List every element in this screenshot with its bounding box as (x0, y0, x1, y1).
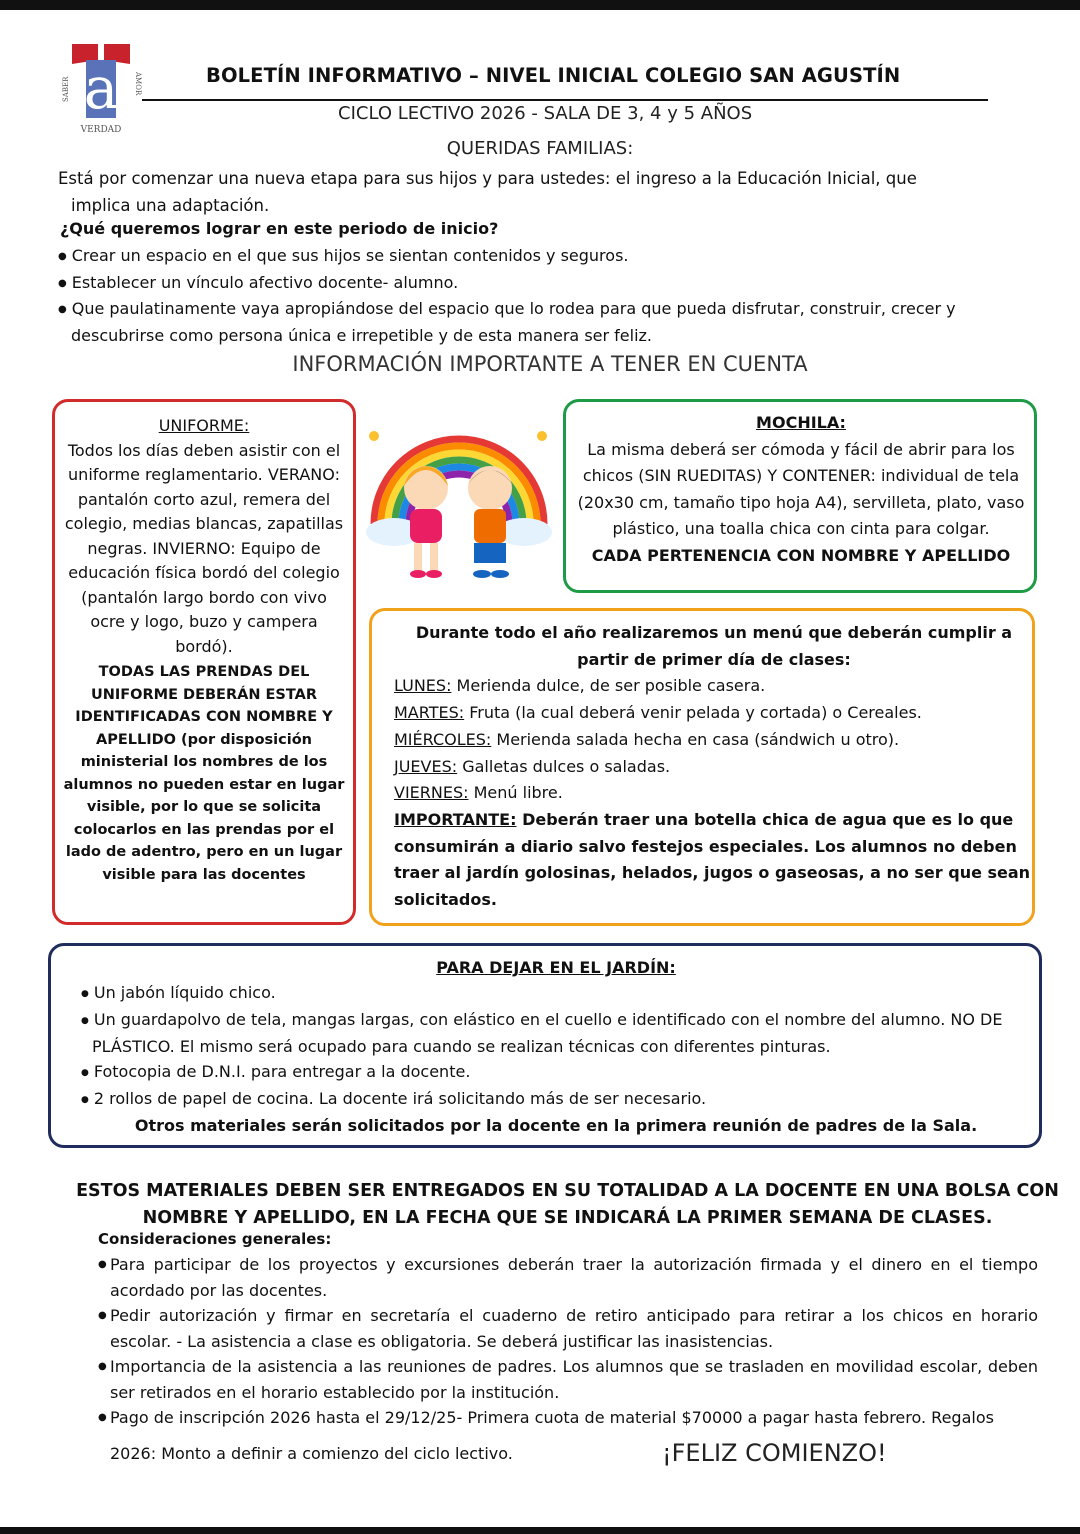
mochila-text: La misma deberá ser cómoda y fácil de abrir para los chicos (SIN RUEDITAS) Y CONTENER: individual de tela (20x30 cm, tamaño tipo hoja A4), servilleta, plato, vaso plástico, una toalla chica con cinta para colgar. (577, 439, 1025, 538)
menu-box (369, 608, 1035, 926)
goal-item: ● Establecer un vínculo afectivo docente- alumno. (58, 270, 1018, 297)
uniforme-bold-note: TODAS LAS PRENDAS DEL UNIFORME DEBERÁN ESTAR IDENTIFICADAS CON NOMBRE Y APELLIDO (por disposición ministerial los nombres de los alumnos no pueden estar en lugar visible, por lo que se solicita colocarlos en las prendas por el lado de adentro, pero en un lugar visible para las docentes (63, 664, 345, 883)
jardin-title: PARA DEJAR EN EL JARDÍN: (436, 958, 676, 977)
intro-line-2: implica una adaptación. (71, 196, 270, 215)
menu-intro: Durante todo el año realizaremos un menú que deberán cumplir a partir de primer día de clases: (415, 623, 1013, 669)
mochila-bold-note: CADA PERTENENCIA CON NOMBRE Y APELLIDO (591, 545, 1011, 565)
jardin-item: ● Un guardapolvo de tela, mangas largas, con elástico en el cuello e identificado con el nombre del alumno. NO DE PLÁSTICO. El mismo será ocupado para cuando se realizan técnicas con diferentes pinturas. (81, 1007, 1031, 1059)
goal-item: ● Que paulatinamente vaya apropiándose del espacio que lo rodea para que pueda disfrutar, construir, crecer y descubrirse como persona única e irrepetible y de esta manera ser feliz. (58, 296, 1018, 348)
children-rainbow-illustration (364, 404, 554, 590)
menu-day: JUEVES: Galletas dulces o saladas. (394, 756, 671, 776)
bottom-border (0, 1527, 1080, 1534)
jardin-footer: Otros materiales serán solicitados por la docente en la primera reunión de padres de la Sala. (134, 1116, 978, 1135)
consideration-cont: 2026: Monto a definir a comienzo del ciclo lectivo. ¡FELIZ COMIENZO! (110, 1438, 887, 1467)
menu-important: IMPORTANTE: Deberán traer una botella chica de agua que es lo que consumirán a diario salvo festejos especiales. Los alumnos no deben traer al jardín golosinas, helados, jugos o gaseosas, a no ser que sean solicitados. (394, 809, 1031, 910)
menu-day: LUNES: Merienda dulce, de ser posible casera. (394, 676, 766, 696)
svg-text:a: a (83, 54, 119, 122)
considerations-list (98, 1252, 1038, 1466)
menu-day: VIERNES: Menú libre. (394, 783, 563, 803)
mochila-box (563, 399, 1037, 593)
goal-item: ● Crear un espacio en el que sus hijos se sientan contenidos y seguros. (58, 243, 1018, 270)
closing-message: ¡FELIZ COMIENZO! (662, 1438, 887, 1467)
bulletin-subtitle: CICLO LECTIVO 2026 - SALA DE 3, 4 y 5 AÑOS (338, 103, 753, 124)
consideration-item: ● Pago de inscripción 2026 hasta el 29/12/25- Primera cuota de material $70000 a pagar hasta febrero. Regalos (98, 1405, 1038, 1431)
intro-line-1: Está por comenzar una nueva etapa para sus hijos y para ustedes: el ingreso a la Educación Inicial, que (58, 169, 917, 188)
uniforme-title: UNIFORME: (158, 416, 250, 435)
goals-list (58, 243, 1018, 348)
goals-question: ¿Qué queremos lograr en este periodo de inicio? (60, 219, 499, 238)
mochila-title: MOCHILA: (756, 413, 846, 432)
school-logo (60, 42, 142, 134)
header-rule (142, 99, 988, 101)
jardin-item: ● Fotocopia de D.N.I. para entregar a la docente. (81, 1059, 1031, 1086)
jardin-item: ● Un jabón líquido chico. (81, 980, 1031, 1007)
svg-text:VERDAD: VERDAD (80, 125, 122, 134)
info-heading: INFORMACIÓN IMPORTANTE A TENER EN CUENTA (292, 352, 808, 376)
consideration-item: ● Pedir autorización y firmar en secretaría el cuaderno de retiro anticipado para retirar a los chicos en horario escolar. - La asistencia a clase es obligatoria. Se deberá justificar las inasistencias. (98, 1303, 1038, 1354)
uniforme-text: Todos los días deben asistir con el uniforme reglamentario. VERANO: pantalón corto azul, remera del colegio, medias blancas, zapatillas negras. INVIERNO: Equipo de educación física bordó del colegio (pantalón largo bordo con vivo ocre y logo, buzo y campera bordó). (64, 440, 344, 656)
consideration-item: ● Importancia de la asistencia a las reuniones de padres. Los alumnos que se trasladen en movilidad escolar, deben ser retirados en el horario establecido por la institución. (98, 1354, 1038, 1405)
svg-text:AMOR: AMOR (134, 72, 142, 96)
svg-text:SABER: SABER (62, 76, 70, 102)
jardin-box (48, 943, 1042, 1148)
considerations-title: Consideraciones generales: (98, 1230, 332, 1248)
menu-day: MARTES: Fruta (la cual deberá venir pelada y cortada) o Cereales. (394, 703, 922, 723)
jardin-item: ● 2 rollos de papel de cocina. La docente irá solicitando más de ser necesario. (81, 1086, 1031, 1113)
menu-day: MIÉRCOLES: Merienda salada hecha en casa (sándwich u otro). (394, 729, 900, 749)
greeting: QUERIDAS FAMILIAS: (446, 138, 634, 159)
consideration-item: ● Para participar de los proyectos y excursiones deberán traer la autorización firmada y el dinero en el tiempo acordado por las docentes. (98, 1252, 1038, 1303)
bulletin-title: BOLETÍN INFORMATIVO – NIVEL INICIAL COLEGIO SAN AGUSTÍN (206, 64, 901, 87)
delivery-notice: ESTOS MATERIALES DEBEN SER ENTREGADOS EN SU TOTALIDAD A LA DOCENTE EN UNA BOLSA CON NOMBRE Y APELLIDO, EN LA FECHA QUE SE INDICARÁ LA PRIMER SEMANA DE CLASES. (76, 1181, 1059, 1228)
top-border (0, 0, 1080, 10)
uniforme-box (52, 399, 356, 925)
